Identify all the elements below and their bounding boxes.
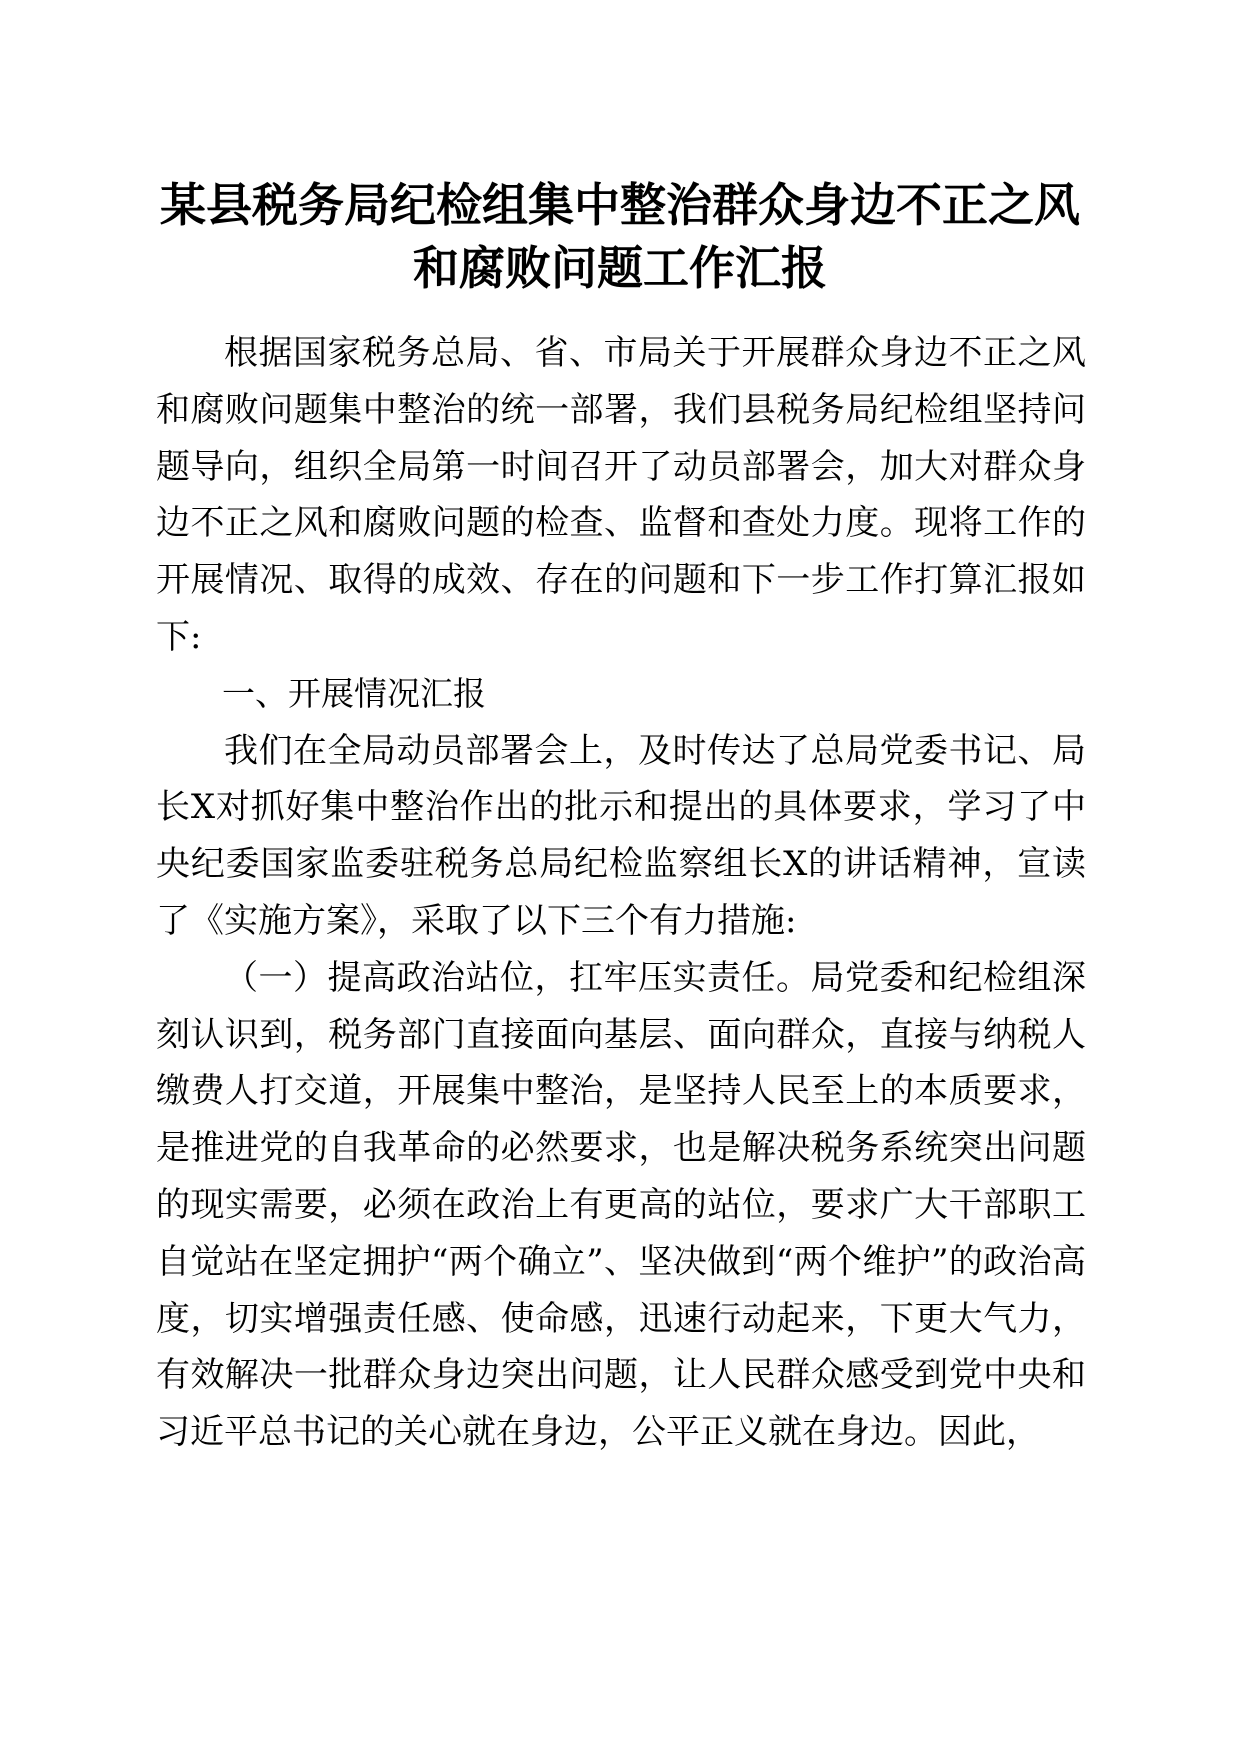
intro-paragraph: 根据国家税务总局、省、市局关于开展群众身边不正之风和腐败问题集中整治的统一部署，我们县税务局纪检组坚持问题导向，组织全局第一时间召开了动员部署会，加大对群众身边不正之风和腐败问题的检查、监督和查处力度。现将工作的开展情况、取得的成效、存在的问题和下一步工作打算汇报如下:: [156, 333, 1086, 657]
subsection-paragraph: （一）提高政治站位，扛牢压实责任。局党委和纪检组深刻认识到，税务部门直接面向基层、面向群众，直接与纳税人缴费人打交道，开展集中整治，是坚持人民至上的本质要求，是推进党的自我革命的必然要求，也是解决税务系统突出问题的现实需要，必须在政治上有更高的站位，要求广大干部职工自觉站在坚定拥护“两个确立”、坚决做到“两个维护”的政治高度，切实增强责任感、使命感，迅速行动起来，下更大气力，有效解决一批群众身边突出问题，让人民群众感受到党中央和习近平总书记的关心就在身边，公平正义就在身边。因此，: [156, 957, 1086, 1453]
document-title: 某县税务局纪检组集中整治群众身边不正之风和腐败问题工作汇报: [160, 178, 1080, 295]
document-body: [156, 325, 1086, 1461]
body-paragraph: 我们在全局动员部署会上，及时传达了总局党委书记、局长X对抓好集中整治作出的批示和提出的具体要求，学习了中央纪委国家监委驻税务总局纪检监察组长X的讲话精神，宣读了《实施方案》，采取了以下三个有力措施:: [156, 730, 1086, 941]
section-heading: 一、开展情况汇报: [222, 673, 486, 713]
